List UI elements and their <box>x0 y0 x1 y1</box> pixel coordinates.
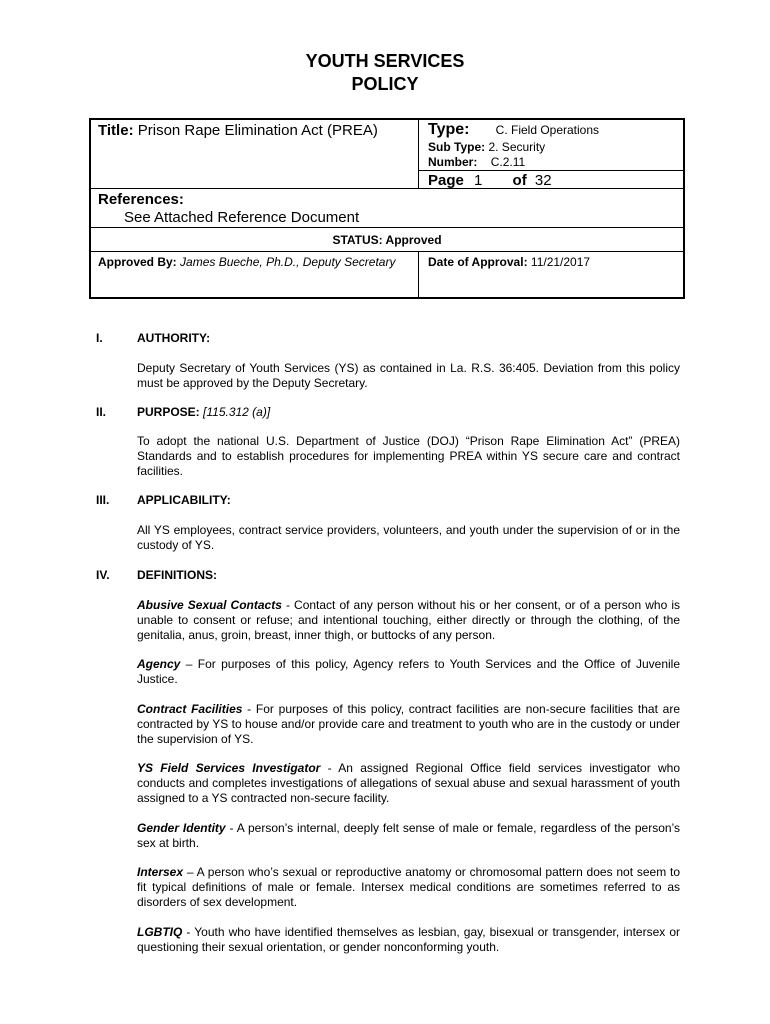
title-value: Prison Rape Elimination Act (PREA) <box>137 122 378 139</box>
definition-term: Agency <box>137 657 181 671</box>
approved-by-value: James Bueche, Ph.D., Deputy Secretary <box>180 255 396 269</box>
subtype-value: 2. Security <box>488 140 546 154</box>
document-title <box>0 50 770 96</box>
policy-header-table <box>89 118 685 299</box>
type-value: C. Field Operations <box>495 123 600 137</box>
definition-item <box>137 702 680 747</box>
section-number: I. <box>96 331 103 345</box>
definition-text: – For purposes of this policy, Agency refers to Youth Services and the Office of Juvenile Justice. <box>137 657 680 686</box>
definition-item <box>137 821 680 851</box>
page-number: 1 <box>474 172 483 189</box>
definition-text: - Youth who have identified themselves as lesbian, gay, bisexual or transgender, intersex or questioning their sexual orientation, or gender nonconforming youth. <box>137 925 680 954</box>
approved-by-label: Approved By: <box>98 255 177 269</box>
references-value: See Attached Reference Document <box>124 209 360 226</box>
document-title-line1: YOUTH SERVICES <box>305 51 465 71</box>
page-indicator <box>428 172 552 189</box>
approval-date-value: 11/21/2017 <box>530 255 591 269</box>
policy-title <box>98 122 378 139</box>
policy-subtype <box>428 140 545 154</box>
section-text: All YS employees, contract service providers, volunteers, and youth under the supervision of or in the custody of YS. <box>137 523 680 552</box>
header-divider <box>91 251 683 252</box>
approval-date-label: Date of Approval: <box>428 255 528 269</box>
subtype-label: Sub Type: <box>428 140 486 154</box>
definition-item <box>137 865 680 910</box>
status-badge: STATUS: Approved <box>332 233 442 247</box>
section-heading: APPLICABILITY: <box>137 493 231 507</box>
policy-number <box>428 155 525 169</box>
approval-date <box>428 255 590 269</box>
section-heading: AUTHORITY: <box>137 331 211 345</box>
definition-term: LGBTIQ <box>137 925 183 939</box>
references-label: References: <box>98 191 184 208</box>
definition-item <box>137 657 680 687</box>
definition-text: - An assigned Regional Office field services investigator who conducts and completes investigations of allegations of sexual abuse and sexual harassment of youth assigned to a YS contracted non-secure facility. <box>137 761 681 805</box>
section-number: II. <box>96 405 107 419</box>
section-heading-label: PURPOSE: <box>137 405 200 419</box>
approved-by <box>98 255 395 269</box>
header-divider <box>91 227 683 228</box>
page-total: 32 <box>534 172 552 189</box>
definition-item <box>137 598 680 643</box>
definition-term: Gender Identity <box>137 821 226 835</box>
section-text: Deputy Secretary of Youth Services (YS) as contained in La. R.S. 36:405. Deviation from this policy must be approved by the Deputy Secretary. <box>137 361 680 390</box>
definition-term: Contract Facilities <box>137 702 243 716</box>
definition-text: - For purposes of this policy, contract facilities are non-secure facilities that are contracted by YS to house and/or provide care and treatment to youth who are in the custody or under the supervision of YS. <box>137 702 680 746</box>
title-label: Title: <box>98 122 134 139</box>
definition-text: – A person who’s sexual or reproductive anatomy or chromosomal pattern does not seem to fit typical definitions of male or female. Intersex medical conditions are sometimes referred to as disorders of sex development. <box>137 865 680 909</box>
header-divider <box>91 188 683 189</box>
section-text: To adopt the national U.S. Department of Justice (DOJ) “Prison Rape Elimination Act” (PREA) Standards and to establish procedures for implementing PREA within YS secure care and contract facilities. <box>137 434 680 478</box>
definition-item <box>137 925 680 955</box>
definition-term: Abusive Sexual Contacts <box>137 598 282 612</box>
section-number: IV. <box>96 568 110 582</box>
header-divider <box>418 251 419 299</box>
section-heading: DEFINITIONS: <box>137 568 217 582</box>
of-label: of <box>512 172 527 189</box>
number-label: Number: <box>428 155 478 169</box>
section-heading <box>137 405 270 419</box>
policy-type <box>428 121 599 139</box>
section-number: III. <box>96 493 110 507</box>
definition-term: Intersex <box>137 865 184 879</box>
definition-text: - A person’s internal, deeply felt sense of male or female, regardless of the person’s sex at birth. <box>137 821 680 850</box>
definition-text: - Contact of any person without his or her consent, or of a person who is unable to consent or refuse; and intentional touching, either directly or through the clothing, of the genitalia, anus, groin, breast, inner thigh, or buttocks of any person. <box>137 598 680 642</box>
definition-item <box>137 761 680 806</box>
section-citation: [115.312 (a)] <box>203 405 271 419</box>
type-label: Type: <box>428 121 470 138</box>
page-label: Page <box>428 172 464 189</box>
definition-term: YS Field Services Investigator <box>137 761 321 775</box>
document-title-line2: POLICY <box>351 74 419 94</box>
number-value: C.2.11 <box>490 155 526 169</box>
